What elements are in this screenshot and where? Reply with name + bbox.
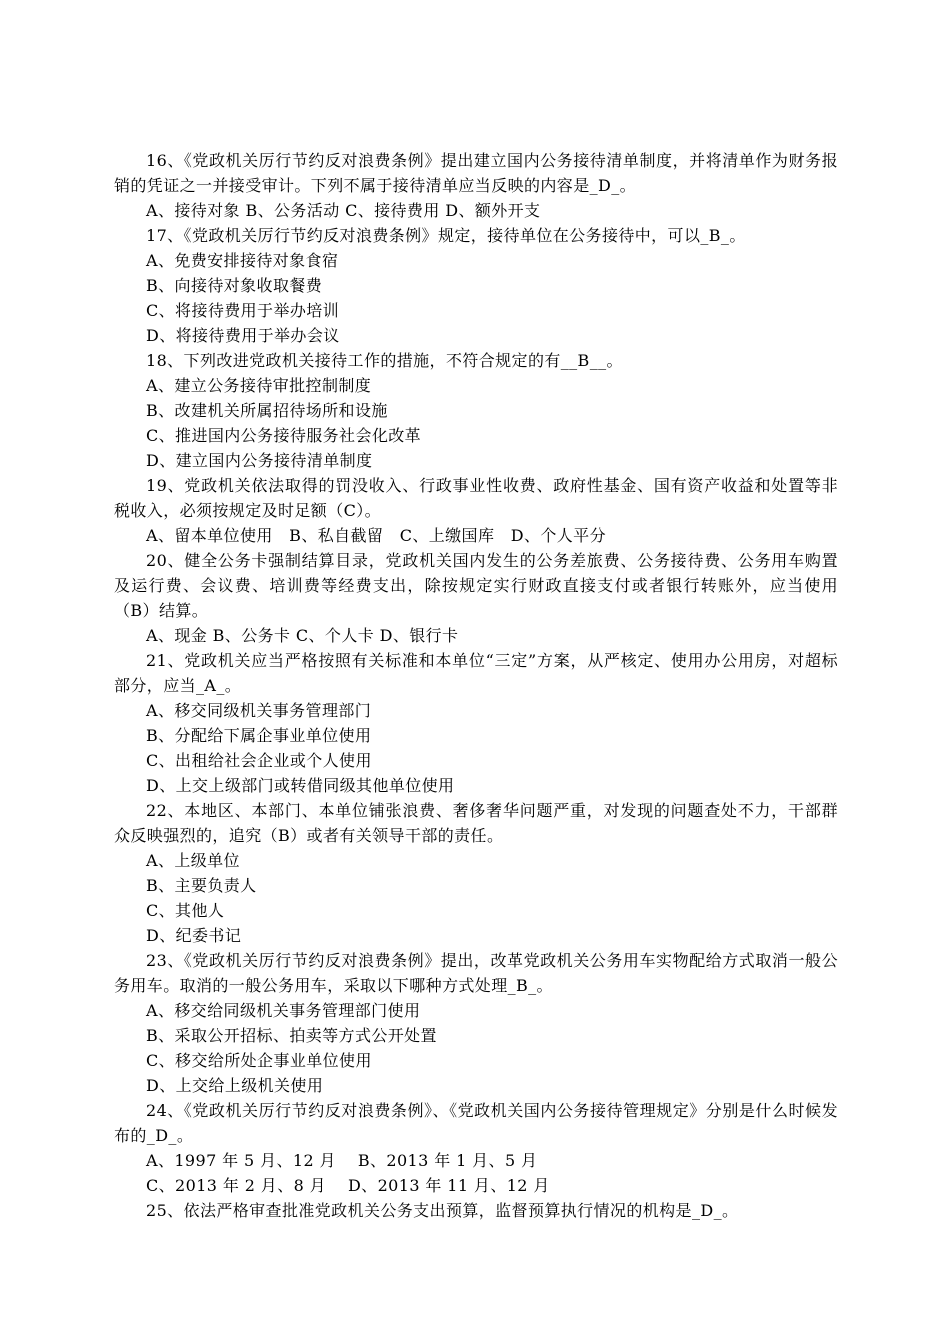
question-22-stem: 22、本地区、本部门、本单位铺张浪费、奢侈奢华问题严重，对发现的问题查处不力，干部群众反映强烈的，追究（B）或者有关领导干部的责任。 [114, 801, 838, 845]
question-21-option-c: C、出租给社会企业或个人使用 [146, 751, 372, 770]
question-25-stem: 25、依法严格审查批准党政机关公务支出预算，监督预算执行情况的机构是_D_。 [146, 1201, 739, 1220]
question-22-option-b: B、主要负责人 [146, 876, 257, 895]
question-21-option-a: A、移交同级机关事务管理部门 [146, 701, 372, 720]
question-18-option-b: B、改建机关所属招待场所和设施 [146, 401, 388, 420]
question-19-stem: 19、党政机关依法取得的罚没收入、行政事业性收费、政府性基金、国有资产收益和处置等非税收入，必须按规定及时足额（C）。 [114, 476, 838, 520]
question-24-stem: 24、《党政机关厉行节约反对浪费条例》、《党政机关国内公务接待管理规定》分别是什么时候发布的_D_。 [114, 1101, 838, 1145]
question-23-option-d: D、上交给上级机关使用 [146, 1076, 324, 1095]
question-23-option-a: A、移交给同级机关事务管理部门使用 [146, 1001, 421, 1020]
question-23-option-b: B、采取公开招标、拍卖等方式公开处置 [146, 1026, 437, 1045]
question-17-stem: 17、《党政机关厉行节约反对浪费条例》规定，接待单位在公务接待中，可以_B_。 [146, 226, 746, 245]
question-21-option-b: B、分配给下属企事业单位使用 [146, 726, 372, 745]
question-22-option-c: C、其他人 [146, 901, 225, 920]
question-22-option-d: D、纪委书记 [146, 926, 242, 945]
question-18-stem: 18、下列改进党政机关接待工作的措施，不符合规定的有__B__。 [146, 351, 623, 370]
question-18-option-c: C、推进国内公务接待服务社会化改革 [146, 426, 422, 445]
question-17-option-b: B、向接待对象收取餐费 [146, 276, 323, 295]
question-23-stem: 23、《党政机关厉行节约反对浪费条例》提出，改革党政机关公务用车实物配给方式取消一般公务用车。取消的一般公务用车，采取以下哪种方式处理_B_。 [114, 951, 838, 995]
question-18-option-d: D、建立国内公务接待清单制度 [146, 451, 373, 470]
question-18-option-a: A、建立公务接待审批控制制度 [146, 376, 372, 395]
question-24-options-cd: C、2013 年 2 月、8 月 D、2013 年 11 月、12 月 [146, 1176, 550, 1195]
question-17-option-c: C、将接待费用于举办培训 [146, 301, 340, 320]
question-20-options: A、现金 B、公务卡 C、个人卡 D、银行卡 [146, 626, 459, 645]
question-24-options-ab: A、1997 年 5 月、12 月 B、2013 年 1 月、5 月 [146, 1151, 538, 1170]
question-20-stem: 20、健全公务卡强制结算目录，党政机关国内发生的公务差旅费、公务接待费、公务用车购置及运行费、会议费、培训费等经费支出，除按规定实行财政直接支付或者银行转账外，应当使用（B）结算。 [114, 551, 838, 620]
question-21-stem: 21、党政机关应当严格按照有关标准和本单位“三定”方案，从严核定、使用办公用房，对超标部分，应当_A_。 [114, 651, 838, 695]
question-list [114, 148, 838, 1223]
question-16-stem: 16、《党政机关厉行节约反对浪费条例》提出建立国内公务接待清单制度，并将清单作为财务报销的凭证之一并接受审计。下列不属于接待清单应当反映的内容是_D_。 [114, 151, 838, 195]
question-21-option-d: D、上交上级部门或转借同级其他单位使用 [146, 776, 455, 795]
question-17-option-d: D、将接待费用于举办会议 [146, 326, 340, 345]
question-16-options: A、接待对象 B、公务活动 C、接待费用 D、额外开支 [146, 201, 541, 220]
question-17-option-a: A、免费安排接待对象食宿 [146, 251, 339, 270]
question-19-options: A、留本单位使用 B、私自截留 C、上缴国库 D、个人平分 [146, 526, 606, 545]
question-23-option-c: C、移交给所处企事业单位使用 [146, 1051, 372, 1070]
question-22-option-a: A、上级单位 [146, 851, 240, 870]
